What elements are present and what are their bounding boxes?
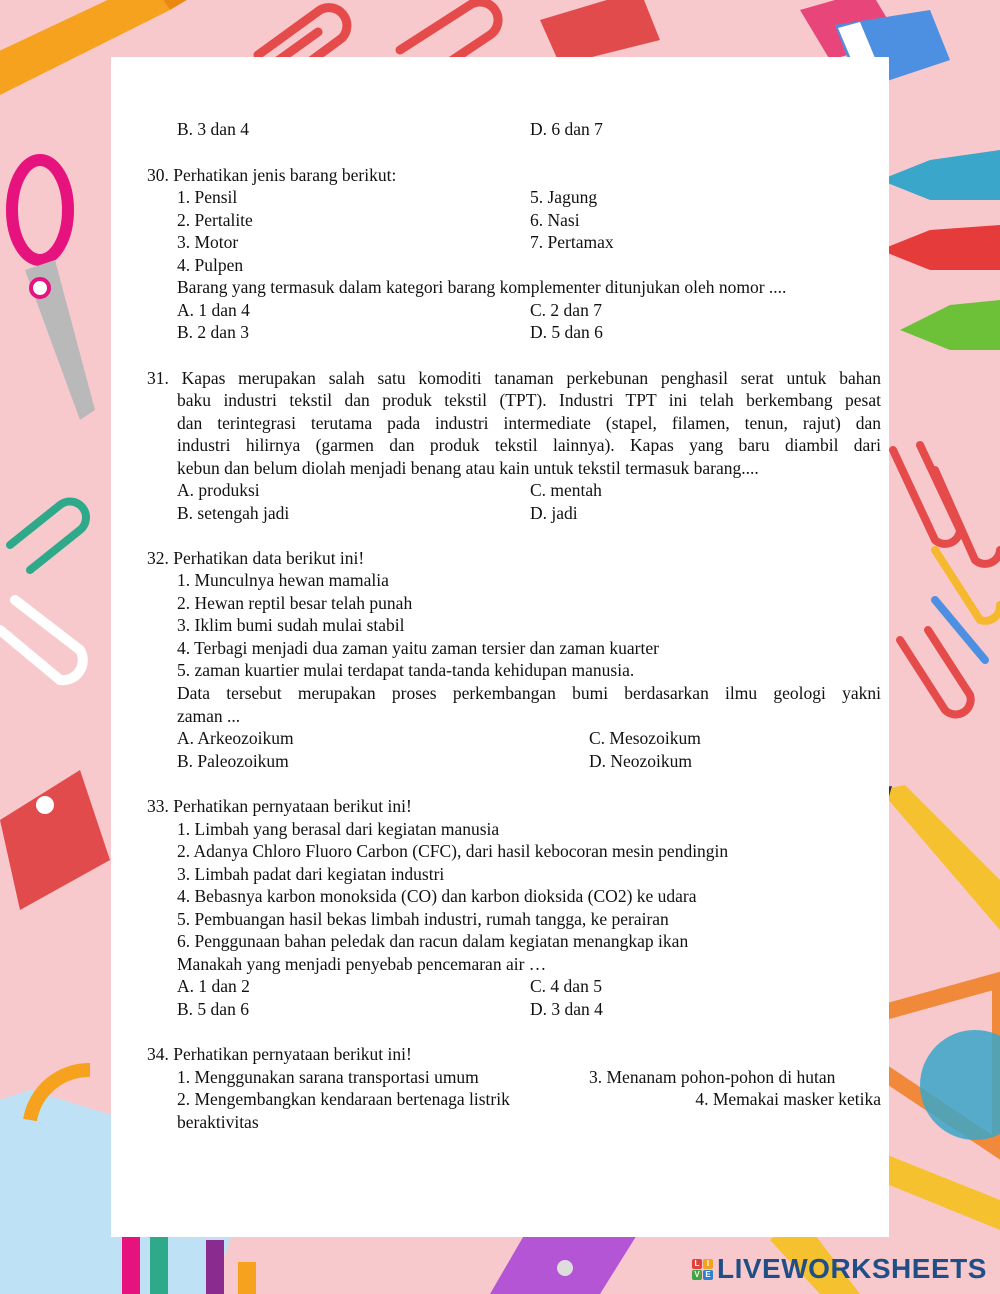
q30-question: Barang yang termasuk dalam kategori barang komplementer ditunjukan oleh nomor ....	[177, 277, 787, 297]
q31-line: kebun dan belum diolah menjadi benang atau kain untuk tekstil termasuk barang....	[177, 458, 759, 478]
q34-item: 4. Memakai masker ketika	[695, 1089, 881, 1109]
q30-item: 3. Motor	[177, 232, 239, 252]
q30-option-b: B. 2 dan 3	[177, 322, 249, 342]
logo-mark-icon: L I V E	[692, 1259, 713, 1280]
q31-option-b: B. setengah jadi	[177, 503, 290, 523]
q34-item-cont: beraktivitas	[177, 1112, 259, 1132]
paperclip-icon	[893, 445, 1000, 714]
q33-item: 4. Bebasnya karbon monoksida (CO) dan karbon dioksida (CO2) ke udara	[177, 886, 697, 906]
q30-item: 1. Pensil	[177, 187, 238, 207]
q32-item: 5. zaman kuartier mulai terdapat tanda-tanda kehidupan manusia.	[177, 660, 635, 680]
q33-option-a: A. 1 dan 2	[177, 976, 250, 996]
q32-option-c: C. Mesozoikum	[589, 728, 701, 748]
logo-text: LIVEWORKSHEETS	[717, 1253, 987, 1284]
q33-option-c: C. 4 dan 5	[530, 976, 602, 996]
option-b-prev: B. 3 dan 4	[177, 119, 249, 139]
q30-item: 4. Pulpen	[177, 255, 244, 275]
scissors-icon	[12, 160, 95, 420]
q31-line: industri hilirnya (garmen dan produk tekstil lainnya). Kapas yang baru diambil dari	[177, 435, 881, 455]
q33-option-b: B. 5 dan 6	[177, 999, 249, 1019]
q32-item: 1. Munculnya hewan mamalia	[177, 570, 389, 590]
q33-item: 3. Limbah padat dari kegiatan industri	[177, 864, 445, 884]
crayon-icon	[880, 150, 1000, 350]
ruler-icon	[540, 0, 660, 65]
q33-item: 6. Penggunaan bahan peledak dan racun dalam kegiatan menangkap ikan	[177, 931, 689, 951]
ruler-icon	[0, 770, 110, 910]
q32-option-d: D. Neozoikum	[589, 751, 693, 771]
option-d-prev: D. 6 dan 7	[530, 119, 603, 139]
q30-option-d: D. 5 dan 6	[530, 322, 603, 342]
q31-option-a: A. produksi	[177, 480, 260, 500]
q32-item: 2. Hewan reptil besar telah punah	[177, 593, 413, 613]
q32-question-cont: zaman ...	[177, 706, 241, 726]
protractor-icon	[920, 1030, 1000, 1140]
q30-item: 5. Jagung	[530, 187, 598, 207]
q30-item: 6. Nasi	[530, 210, 580, 230]
q30-option-a: A. 1 dan 4	[177, 300, 250, 320]
q31-option-d: D. jadi	[530, 503, 578, 523]
q32-stem: 32. Perhatikan data berikut ini!	[147, 548, 365, 568]
q34-stem: 34. Perhatikan pernyataan berikut ini!	[147, 1044, 412, 1064]
q32-item: 4. Terbagi menjadi dua zaman yaitu zaman tersier dan zaman kuarter	[177, 638, 659, 658]
q33-stem: 33. Perhatikan pernyataan berikut ini!	[147, 796, 412, 816]
q33-item: 2. Adanya Chloro Fluoro Carbon (CFC), dari hasil kebocoran mesin pendingin	[177, 841, 729, 861]
q32-option-b: B. Paleozoikum	[177, 751, 289, 771]
q33-item: 5. Pembuangan hasil bekas limbah industri, rumah tangga, ke perairan	[177, 909, 669, 929]
q32-option-a: A. Arkeozoikum	[177, 728, 294, 748]
q31-line: baku industri tekstil dan produk tekstil (TPT). Industri TPT ini telah berkembang pesat	[177, 390, 881, 410]
q31-line: 31. Kapas merupakan salah satu komoditi tanaman perkebunan penghasil serat untuk bahan	[147, 368, 881, 388]
liveworksheets-logo[interactable]	[692, 1254, 987, 1284]
q32-item: 3. Iklim bumi sudah mulai stabil	[177, 615, 405, 635]
paperclip-icon	[10, 501, 86, 570]
q30-item: 2. Pertalite	[177, 210, 253, 230]
q30-option-c: C. 2 dan 7	[530, 300, 602, 320]
q34-item: 2. Mengembangkan kendaraan bertenaga listrik	[177, 1089, 510, 1109]
q31-line: dan terintegrasi terutama pada industri intermediate (stapel, filamen, tenun, rajut) dan	[177, 413, 881, 433]
q33-option-d: D. 3 dan 4	[530, 999, 603, 1019]
q33-question: Manakah yang menjadi penyebab pencemaran air …	[177, 954, 547, 974]
q30-stem: 30. Perhatikan jenis barang berikut:	[147, 165, 397, 185]
q34-item: 3. Menanam pohon-pohon di hutan	[589, 1067, 836, 1087]
q32-question: Data tersebut merupakan proses perkembangan bumi berdasarkan ilmu geologi yakni	[177, 683, 881, 703]
q31-option-c: C. mentah	[530, 480, 602, 500]
q34-item: 1. Menggunakan sarana transportasi umum	[177, 1067, 479, 1087]
q33-item: 1. Limbah yang berasal dari kegiatan manusia	[177, 819, 500, 839]
pencil-icon	[876, 785, 1000, 930]
q30-item: 7. Pertamax	[530, 232, 614, 252]
paperclip-icon	[0, 600, 83, 680]
